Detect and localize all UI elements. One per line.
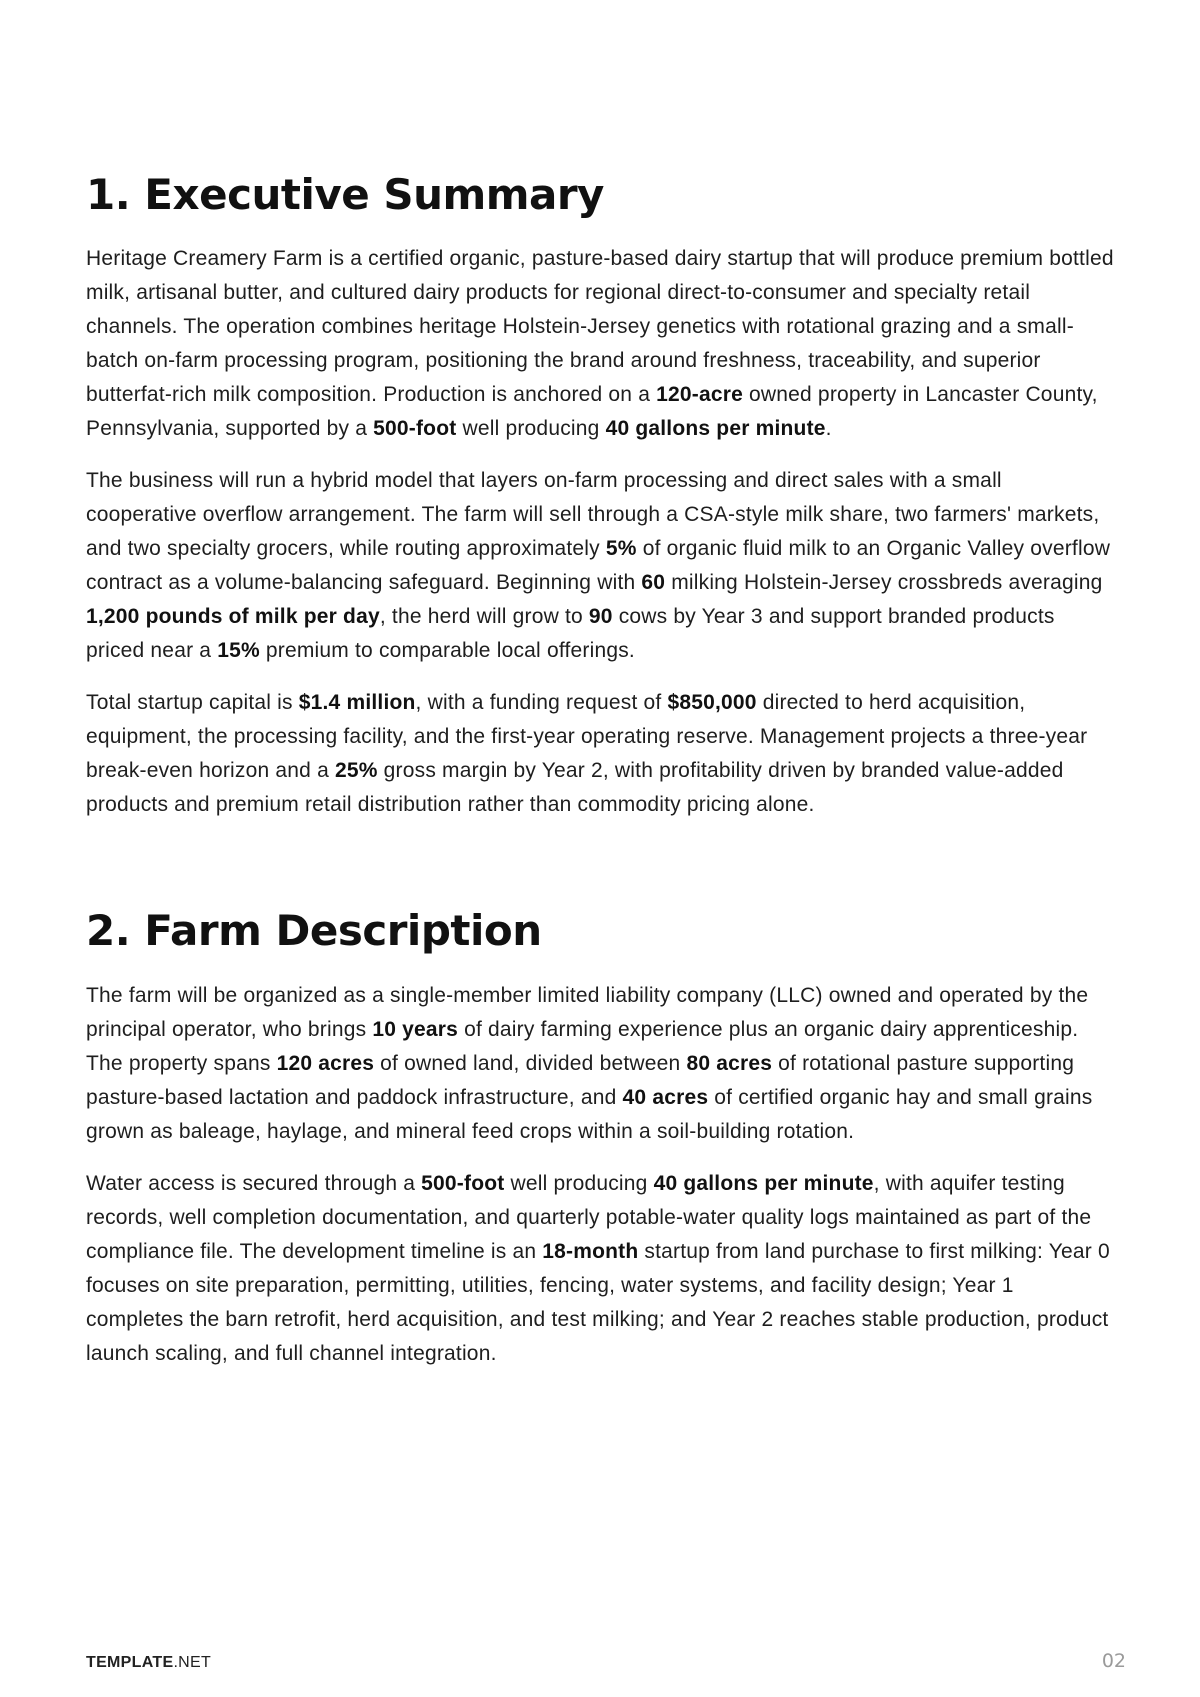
section-heading: 2. Farm Description [86,906,542,956]
emphasis: 40 acres [622,1085,709,1109]
emphasis: 25% [335,759,378,783]
emphasis: $1.4 million [298,691,416,715]
emphasis: 60 [641,571,666,595]
emphasis: 5% [605,537,637,561]
section-executive-summary [86,170,1116,822]
emphasis: 10 years [372,1017,459,1041]
brand-suffix: .NET [173,1654,212,1671]
page-number: 02 [1101,1650,1126,1672]
paragraph: Water access is secured through a 500-foot well producing 40 gallons per minute, with aquifer testing records, well completion documentation, and quarterly potable-water quality logs maintained as part of the compliance file. The development timeline is an 18-month startup from land purchase to first milking: Year 0 focuses on site preparation, permitting, utilities, fencing, water systems, and facility design; Year 1 completes the barn retrofit, herd acquisition, and test milking; and Year 2 reaches stable production, product launch scaling, and full channel integration. [86,1171,1110,1365]
emphasis: 1,200 pounds of milk per day [86,605,380,629]
emphasis: 500-foot [421,1171,505,1195]
paragraph: The business will run a hybrid model that layers on-farm processing and direct sales with a small cooperative overflow arrangement. The farm will sell through a CSA-style milk share, two farmers' markets, and two specialty grocers, while routing approximately 5% of organic fluid milk to an Organic Valley overflow contract as a volume-balancing safeguard. Beginning with 60 milking Holstein-Jersey crossbreds averaging 1,200 pounds of milk per day, the herd will grow to 90 cows by Year 3 and support branded products priced near a 15% premium to comparable local offerings. [86,469,1111,663]
brand-name: TEMPLATE [86,1654,174,1671]
paragraph: Total startup capital is $1.4 million, with a funding request of $850,000 directed to herd acquisition, equipment, the processing facility, and the first-year operating reserve. Management projects a three-year break-even horizon and a 25% gross margin by Year 2, with profitability driven by branded value-added products and premium retail distribution rather than commodity pricing alone. [86,691,1088,817]
emphasis: 120 acres [276,1051,375,1075]
emphasis: 40 gallons per minute [653,1171,874,1195]
document-page [86,170,1116,1389]
emphasis: 80 acres [686,1051,773,1075]
paragraph: Heritage Creamery Farm is a certified organic, pasture-based dairy startup that will produce premium bottled milk, artisanal butter, and cultured dairy products for regional direct-to-consumer and specialty retail channels. The operation combines heritage Holstein-Jersey genetics with rotational grazing and a small-batch on-farm processing program, positioning the brand around freshness, traceability, and superior butterfat-rich milk composition. Production is anchored on a 120-acre owned property in Lancaster County, Pennsylvania, supported by a 500-foot well producing 40 gallons per minute. [86,247,1114,441]
footer-brand-logo [86,1654,211,1672]
emphasis: 40 gallons per minute [605,417,826,441]
emphasis: 90 [588,605,613,629]
emphasis: 18-month [542,1239,639,1263]
emphasis: 500-foot [373,417,457,441]
paragraph: The farm will be organized as a single-member limited liability company (LLC) owned and operated by the principal operator, who brings 10 years of dairy farming experience plus an organic dairy apprenticeship. The property spans 120 acres of owned land, divided between 80 acres of rotational pasture supporting pasture-based lactation and paddock infrastructure, and 40 acres of certified organic hay and small grains grown as baleage, haylage, and mineral feed crops within a soil-building rotation. [86,983,1093,1143]
emphasis: 15% [217,639,260,663]
emphasis: 120-acre [656,383,743,407]
section-heading: 1. Executive Summary [86,170,604,219]
emphasis: $850,000 [667,691,757,715]
section-farm-description [86,906,1116,1370]
